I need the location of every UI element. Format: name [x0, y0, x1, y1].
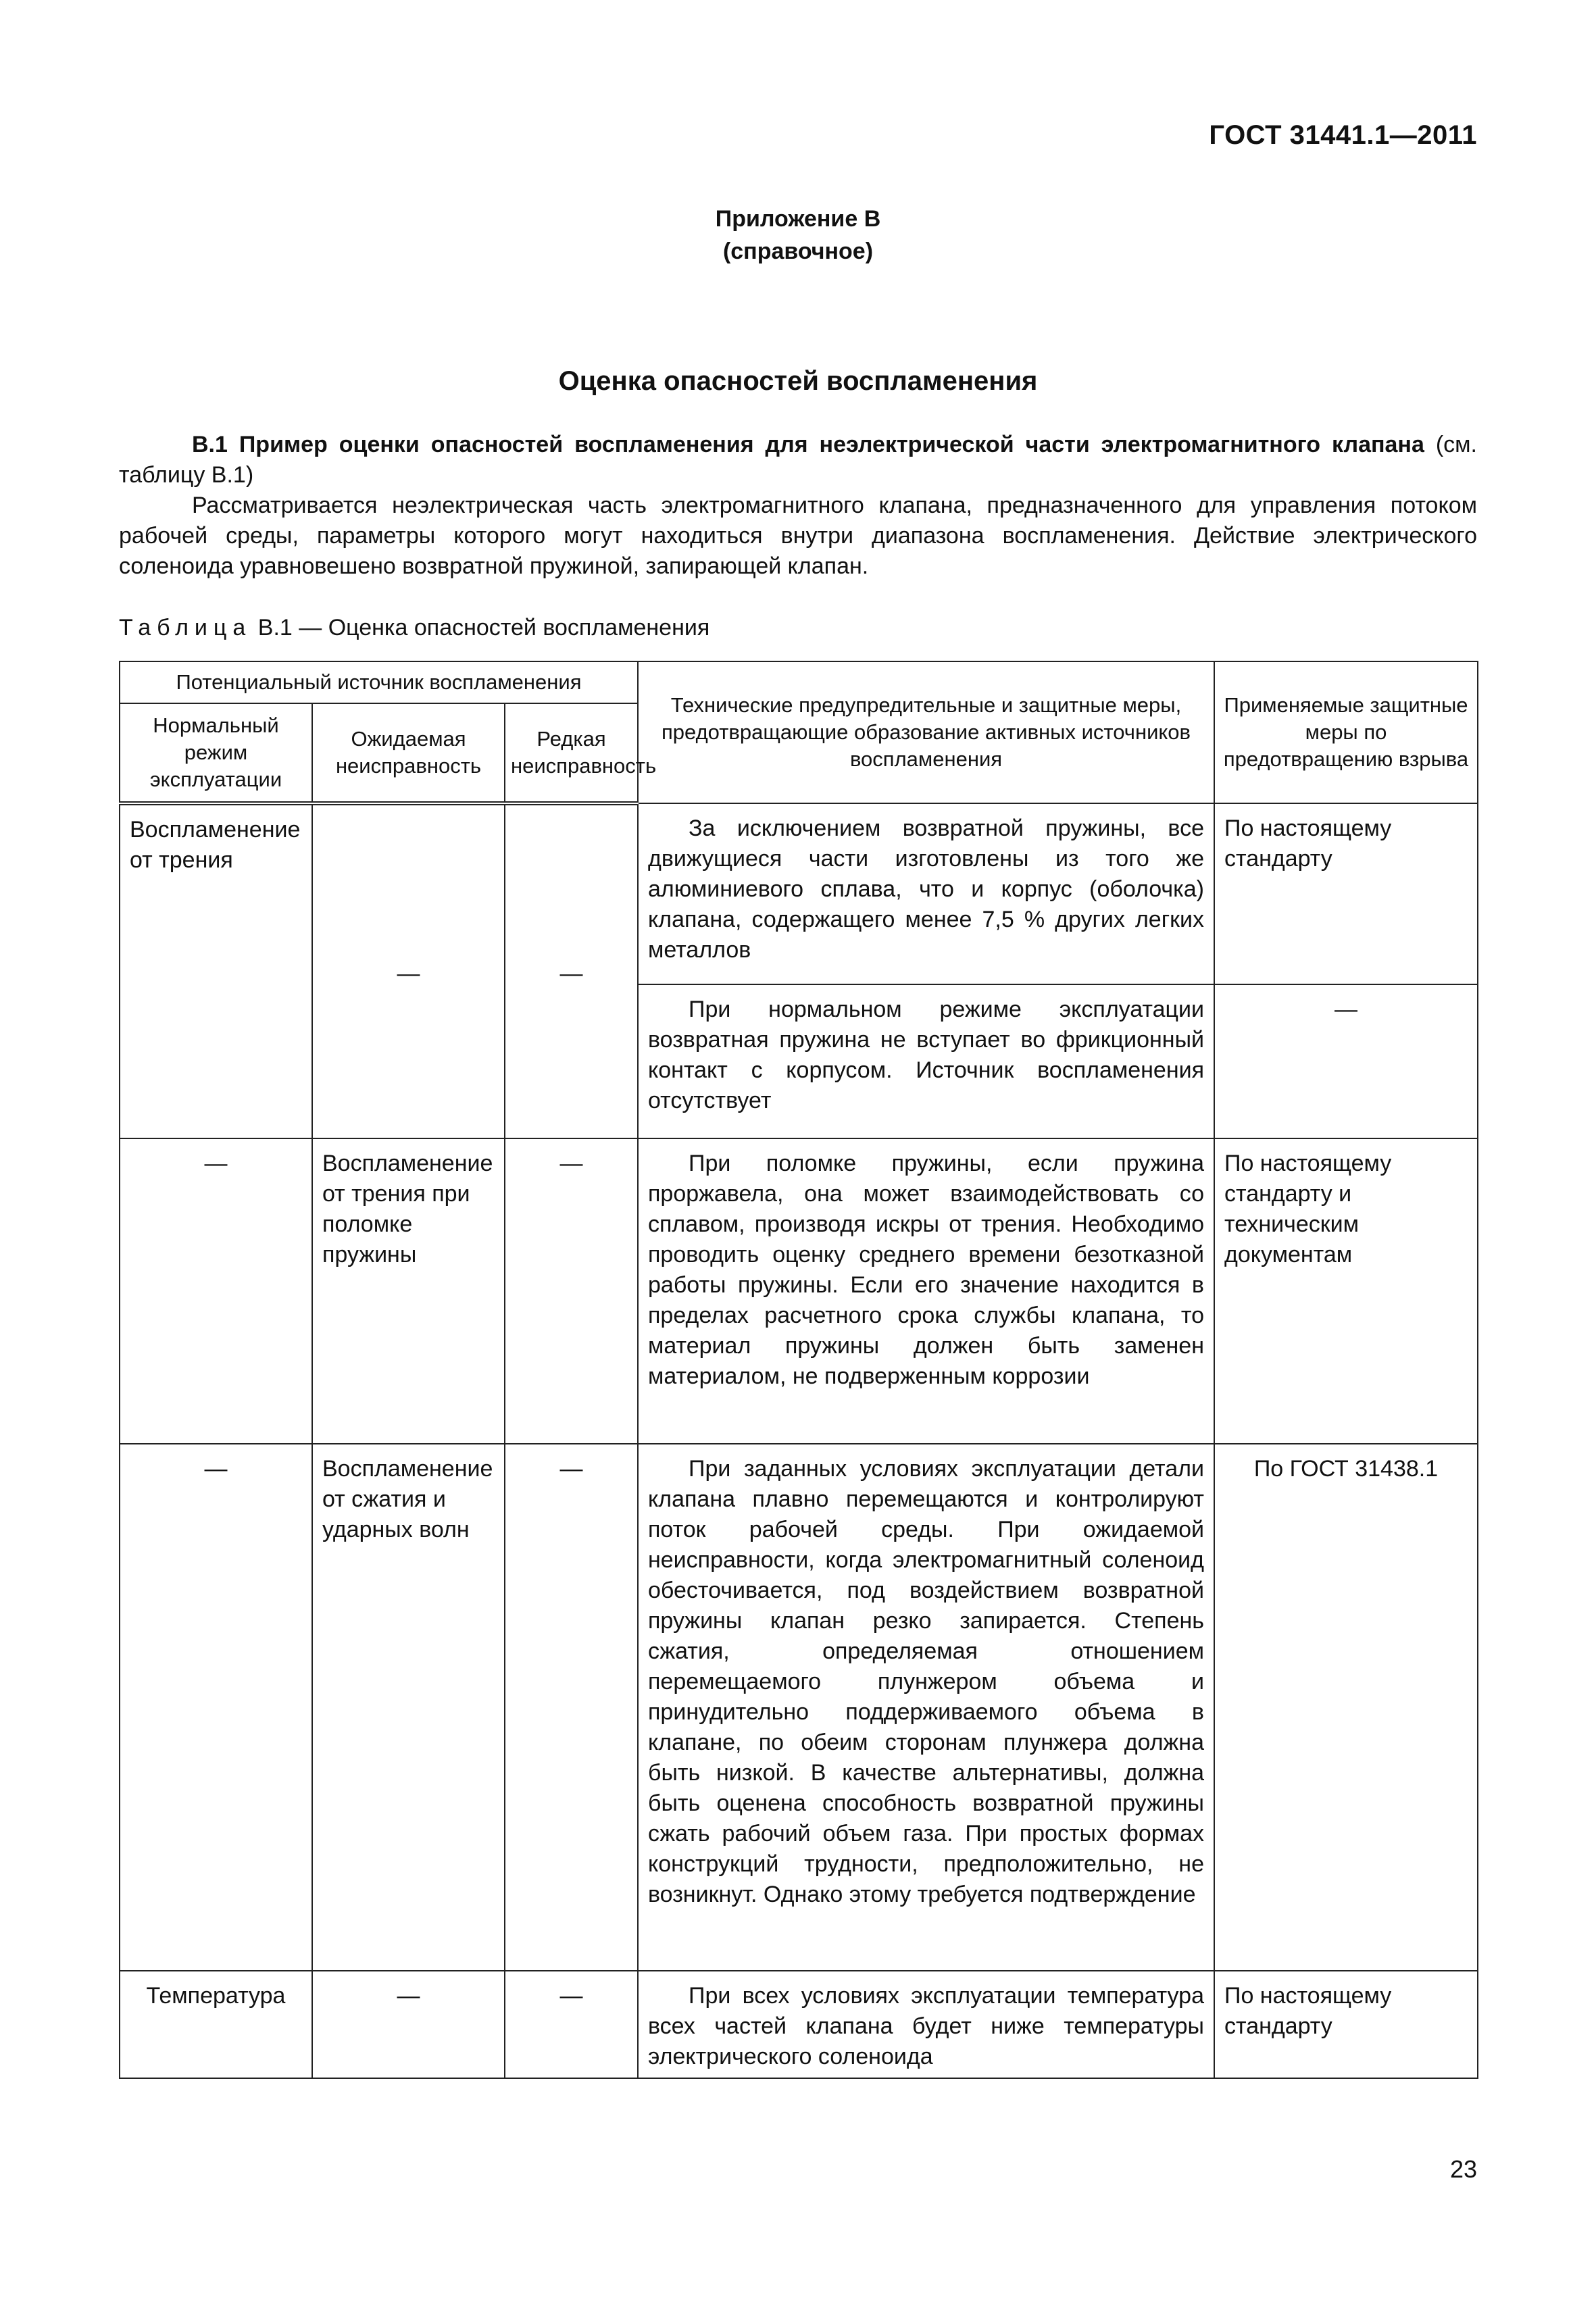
cell-rare: — [505, 1971, 638, 2078]
cell-measures-text: При всех условиях эксплуатации температура всех частей клапана будет ниже температуры электрического соленоида [648, 1983, 1204, 2069]
table-row [120, 1138, 1478, 1444]
header-ignition-source-group: Потенциальный источник воспламенения [120, 661, 638, 703]
document-standard-number: ГОСТ 31441.1—2011 [1209, 120, 1477, 150]
cell-rare: — [505, 1138, 638, 1444]
cell-rare: — [505, 1444, 638, 1971]
intro-heading: В.1 Пример оценки опасностей воспламенения для неэлектрической части электромагнитного клапана [192, 432, 1424, 457]
table-row [120, 803, 1478, 984]
appendix-subtitle: (справочное) [722, 238, 874, 264]
table-caption-label: Таблица [119, 615, 252, 640]
header-expected-fault: Ожидаемая неисправность [312, 703, 505, 803]
cell-measures-text: При поломке пружины, если пружина проржавела, она может взаимодействовать со сплавом, производя искры от трения. Необходимо проводить оценку среднего времени безотказной работы пружины. Если его значение находится в пределах расчетного срока службы клапана, то материал пружины должен быть заменен материалом, не подверженным коррозии [648, 1151, 1204, 1389]
cell-measures [638, 803, 1214, 984]
cell-expected: Воспламенение от трения при поломке пружины [312, 1138, 505, 1444]
header-normal-mode: Нормальный режим эксплуатации [120, 703, 312, 803]
cell-applied: По настоящему стандарту [1214, 1971, 1478, 2078]
cell-normal: Температура [120, 1971, 312, 2078]
table-row [120, 1444, 1478, 1971]
cell-normal: — [120, 1444, 312, 1971]
cell-measures [638, 984, 1214, 1138]
section-title: Оценка опасностей воспламенения [558, 366, 1038, 396]
cell-rare: — [505, 803, 638, 1138]
table-caption [119, 615, 709, 641]
header-rare-fault: Редкая неисправность [505, 703, 638, 803]
ignition-hazard-table [119, 661, 1478, 2079]
cell-measures [638, 1971, 1214, 2078]
intro-heading-ref: (см. таблицу В.1) [119, 432, 1477, 488]
page-number: 23 [1449, 2155, 1477, 2183]
cell-measures [638, 1444, 1214, 1971]
cell-measures [638, 1138, 1214, 1444]
cell-applied: По настоящему стандарту и техническим документам [1214, 1138, 1478, 1444]
appendix-heading [0, 203, 1596, 268]
cell-measures-text: При нормальном режиме эксплуатации возвратная пружина не вступает во фрикционный контакт с корпусом. Источник воспламенения отсутствует [648, 997, 1204, 1113]
table-caption-text: В.1 — Оценка опасностей воспламенения [257, 615, 710, 640]
cell-normal: — [120, 1138, 312, 1444]
cell-measures-text: За исключением возвратной пружины, все движущиеся части изготовлены из того же алюминиевого сплава, что и корпус (оболочка) клапана, содержащего менее 7,5 % других легких металлов [648, 815, 1204, 963]
intro-paragraph: Рассматривается неэлектрическая часть электромагнитного клапана, предназначенного для управления потоком рабочей среды, параметры которого могут находиться внутри диапазона воспламенения. Действие электрического соленоида уравновешено возвратной пружиной, запирающей клапан. [119, 493, 1477, 579]
cell-applied: По настоящему стандарту [1214, 803, 1478, 984]
cell-measures-text: При заданных условиях эксплуатации детали клапана плавно перемещаются и контролируют поток рабочей среды. При ожидаемой неисправности, когда электромагнитный соленоид обесточивается, под воздействием возвратной пружины клапан резко запирается. Степень сжатия, определяемая отношением перемещаемого плунжером объема и принудительно поддерживаемого объема в клапане, по обеим сторонам плунжера должна быть низкой. В качестве альтернативы, должна быть оценена способность возвратной пружины сжать рабочий объем газа. При простых формах конструкций трудности, предположительно, не возникнут. Однако этому требуется подтверждение [648, 1456, 1204, 1907]
header-applied-measures: Применяемые защитные меры по предотвращению взрыва [1214, 661, 1478, 803]
intro-heading-paragraph [119, 430, 1477, 491]
cell-expected: — [312, 1971, 505, 2078]
intro-text [119, 430, 1477, 582]
appendix-title: Приложение В [715, 206, 881, 232]
cell-expected: Воспламенение от сжатия и ударных волн [312, 1444, 505, 1971]
cell-applied: — [1214, 984, 1478, 1138]
cell-expected: — [312, 803, 505, 1138]
cell-normal: Воспламенение от трения [120, 803, 312, 1138]
header-measures: Технические предупредительные и защитные меры, предотвращающие образование активных источников воспламенения [638, 661, 1214, 803]
cell-applied: По ГОСТ 31438.1 [1214, 1444, 1478, 1971]
table-row [120, 1971, 1478, 2078]
